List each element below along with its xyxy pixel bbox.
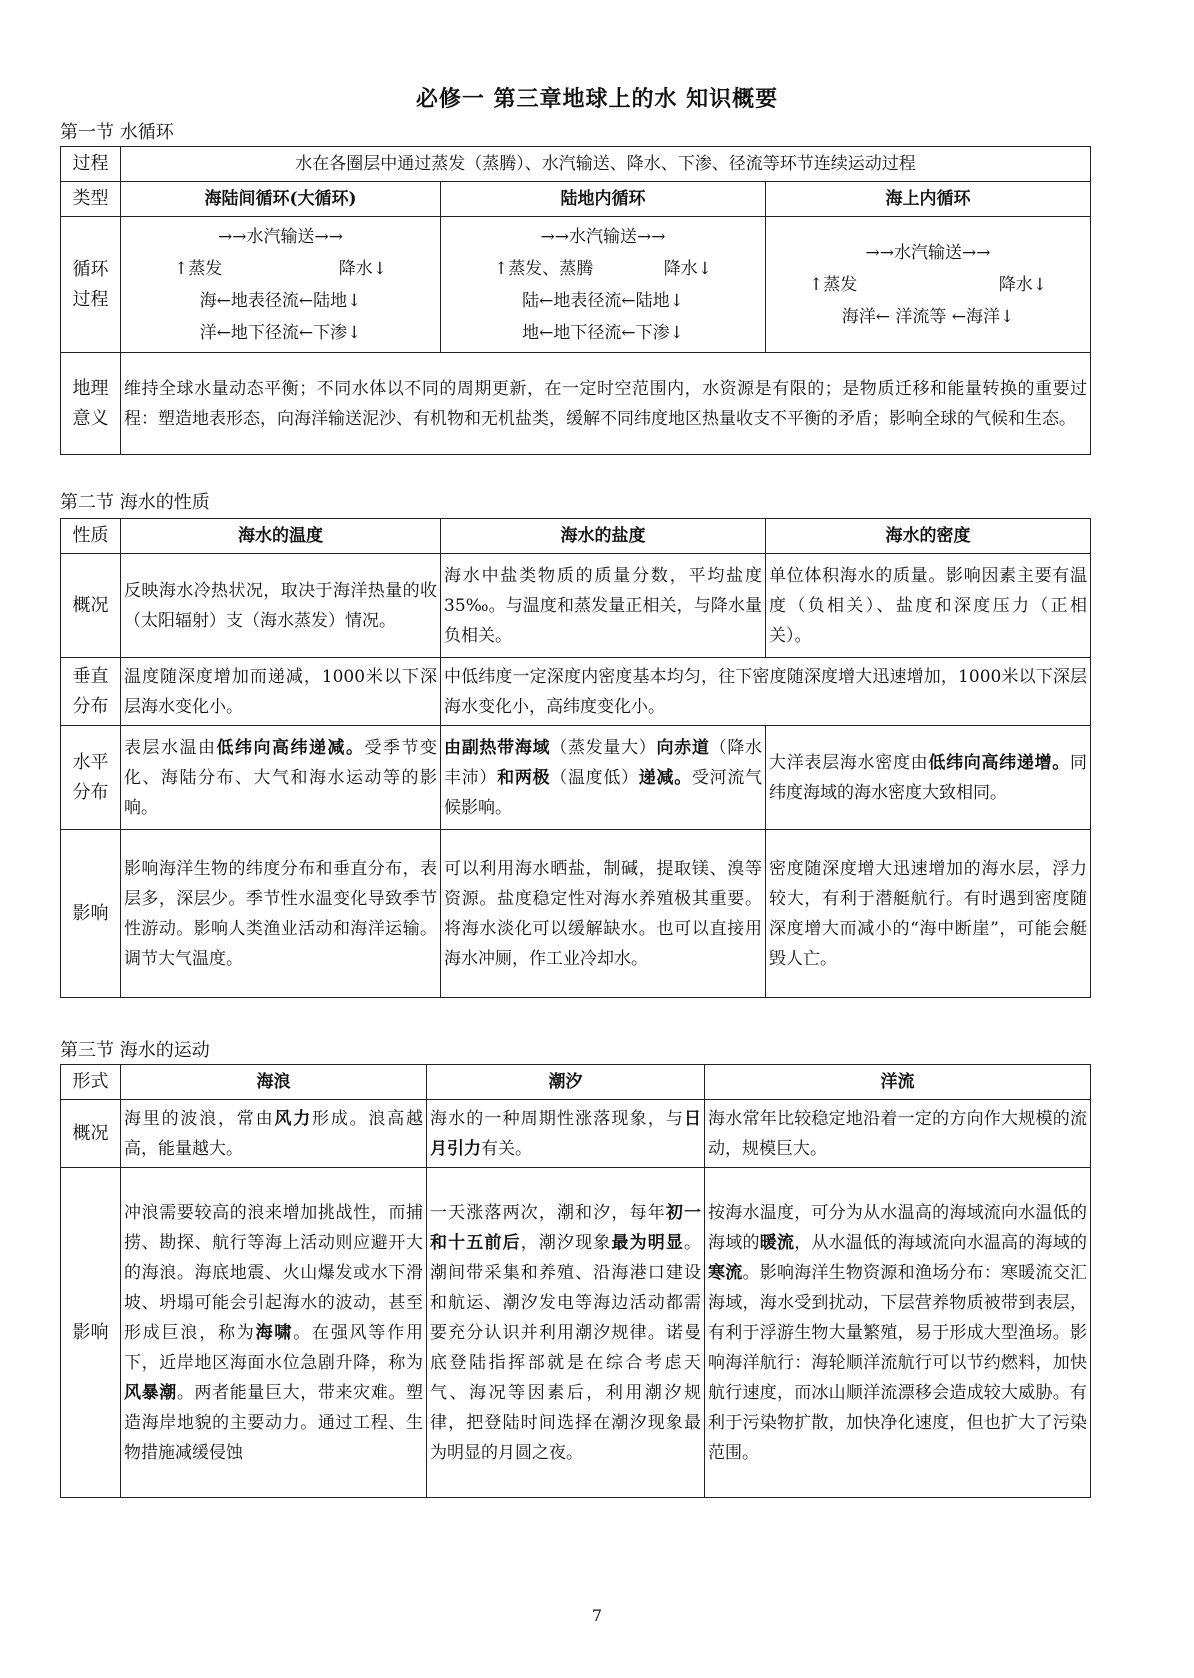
- page-title: 必修一 第三章地球上的水 知识概要: [415, 86, 779, 112]
- cycle-label: 循环 过程: [61, 217, 121, 353]
- impact-label: 影响: [61, 830, 121, 998]
- salinity-density-vertical: 中低纬度一定深度内密度基本均匀，往下密度随深度增大迅速增加，1000米以下深层海水变化小，高纬度变化小。: [441, 658, 1091, 726]
- temperature-overview: 反映海水冷热状况，取决于海洋热量的收（太阳辐射）支（海水蒸发）情况。: [121, 554, 441, 658]
- process-text: 水在各圈层中通过蒸发（蒸腾）、水汽输送、降水、下渗、径流等环节连续运动过程: [121, 147, 1091, 182]
- tides-impact: 一天涨落两次，潮和汐，每年初一和十五前后，潮汐现象最为明显。潮间带采集和养殖、沿海港口建设和航运、潮汐发电等海边活动都需要充分认识并利用潮汐规律。诺曼底登陆指挥部就是在综合考虑天气、海况等因素后，利用潮汐规律，把登陆时间选择在潮汐现象最为明显的月圆之夜。: [427, 1168, 705, 1498]
- salinity-overview: 海水中盐类物质的质量分数，平均盐度35‰。与温度和蒸发量正相关，与降水量负相关。: [441, 554, 766, 658]
- header-salinity: 海水的盐度: [441, 519, 766, 554]
- type-label: 类型: [61, 182, 121, 217]
- overview-label: 概况: [61, 554, 121, 658]
- type-land: 陆地内循环: [441, 182, 766, 217]
- type-sea-land: 海陆间循环(大循环): [121, 182, 441, 217]
- significance-label: 地理 意义: [61, 353, 121, 455]
- seawater-properties-table: [60, 518, 1091, 998]
- sea-cycle: →→水汽输送→→ ↑蒸发 降水↓ 海洋← 洋流等 ←海洋↓: [766, 217, 1091, 353]
- salinity-horizontal: 由副热带海域（蒸发量大）向赤道（降水丰沛）和两极（温度低）递减。受河流气候影响。: [441, 726, 766, 830]
- salinity-impact: 可以利用海水晒盐，制碱，提取镁、溴等资源。盐度稳定性对海水养殖极其重要。将海水淡化可以缓解缺水。也可以直接用海水冲厕，作工业冷却水。: [441, 830, 766, 998]
- movement-header-label: 形式: [61, 1065, 121, 1100]
- currents-overview: 海水常年比较稳定地沿着一定的方向作大规模的流动，规模巨大。: [705, 1100, 1091, 1168]
- density-overview: 单位体积海水的质量。影响因素主要有温度（负相关）、盐度和深度压力（正相关）。: [766, 554, 1091, 658]
- vertical-label: 垂直 分布: [61, 658, 121, 726]
- waves-overview: 海里的波浪，常由风力形成。浪高越高，能量越大。: [121, 1100, 427, 1168]
- process-label: 过程: [61, 147, 121, 182]
- temperature-impact: 影响海洋生物的纬度分布和垂直分布，表层多，深层少。季节性水温变化导致季节性游动。影响人类渔业活动和海洋运输。调节大气温度。: [121, 830, 441, 998]
- temperature-horizontal: 表层水温由低纬向高纬递减。受季节变化、海陆分布、大气和海水运动等的影响。: [121, 726, 441, 830]
- movement-overview-label: 概况: [61, 1100, 121, 1168]
- header-tides: 潮汐: [427, 1065, 705, 1100]
- section1-title: 第一节 水循环: [60, 122, 174, 143]
- section3-title: 第三节 海水的运动: [60, 1040, 210, 1061]
- horizontal-label: 水平 分布: [61, 726, 121, 830]
- significance-text: 维持全球水量动态平衡；不同水体以不同的周期更新，在一定时空范围内，水资源是有限的；是物质迁移和能量转换的重要过程：塑造地表形态，向海洋输送泥沙、有机物和无机盐类，缓解不同纬度地区热量收支不平衡的矛盾；影响全球的气候和生态。: [121, 353, 1091, 455]
- header-temperature: 海水的温度: [121, 519, 441, 554]
- water-cycle-table: [60, 146, 1091, 455]
- currents-impact: 按海水温度，可分为从水温高的海域流向水温低的海域的暖流，从水温低的海域流向水温高的海域的寒流。影响海洋生物资源和渔场分布：寒暖流交汇海域，海水受到扰动，下层营养物质被带到表层，有利于浮游生物大量繁殖，易于形成大型渔场。影响海洋航行：海轮顺洋流航行可以节约燃料，加快航行速度，而冰山顺洋流漂移会造成较大威胁。有利于污染物扩散，加快净化速度，但也扩大了污染范围。: [705, 1168, 1091, 1498]
- page-number: 7: [591, 1606, 603, 1625]
- type-sea: 海上内循环: [766, 182, 1091, 217]
- density-horizontal: 大洋表层海水密度由低纬向高纬递增。同纬度海域的海水密度大致相同。: [766, 726, 1091, 830]
- temperature-vertical: 温度随深度增加而递减，1000米以下深层海水变化小。: [121, 658, 441, 726]
- properties-header-label: 性质: [61, 519, 121, 554]
- section2-title: 第二节 海水的性质: [60, 492, 210, 513]
- density-impact: 密度随深度增大迅速增加的海水层，浮力较大，有利于潜艇航行。有时遇到密度随深度增大而减小的“海中断崖”，可能会艇毁人亡。: [766, 830, 1091, 998]
- sea-land-cycle: →→水汽输送→→ ↑蒸发 降水↓ 海←地表径流←陆地↓ 洋←地下径流←下渗↓: [121, 217, 441, 353]
- header-waves: 海浪: [121, 1065, 427, 1100]
- land-cycle: →→水汽输送→→ ↑蒸发、蒸腾 降水↓ 陆←地表径流←陆地↓ 地←地下径流←下渗↓: [441, 217, 766, 353]
- waves-impact: 冲浪需要较高的浪来增加挑战性，而捕捞、勘探、航行等海上活动则应避开大的海浪。海底地震、火山爆发或水下滑坡、坍塌可能会引起海水的波动，甚至形成巨浪，称为海啸。在强风等作用下，近岸地区海面水位急剧升降，称为风暴潮。两者能量巨大，带来灾难。塑造海岸地貌的主要动力。通过工程、生物措施减缓侵蚀: [121, 1168, 427, 1498]
- header-currents: 洋流: [705, 1065, 1091, 1100]
- movement-impact-label: 影响: [61, 1168, 121, 1498]
- header-density: 海水的密度: [766, 519, 1091, 554]
- seawater-movement-table: [60, 1064, 1091, 1498]
- tides-overview: 海水的一种周期性涨落现象，与日月引力有关。: [427, 1100, 705, 1168]
